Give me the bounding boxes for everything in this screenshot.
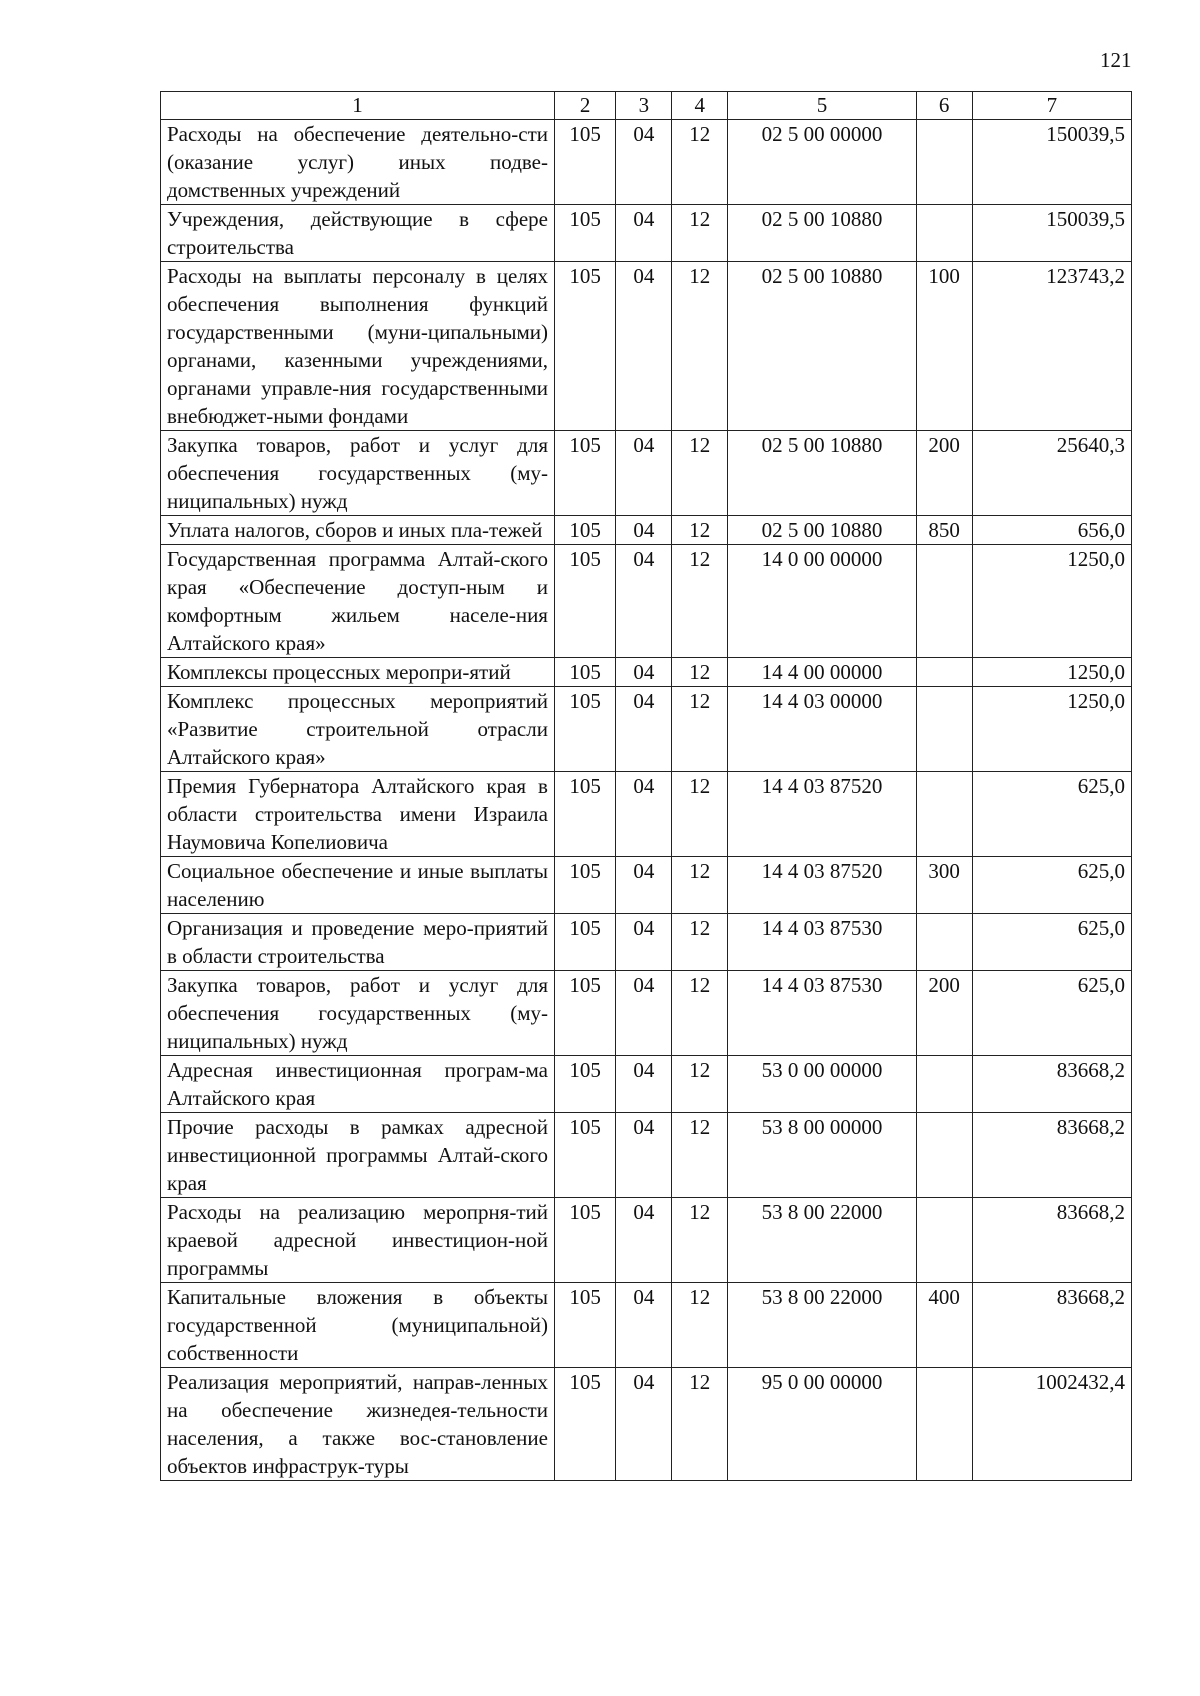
cell-c2: 105	[554, 1368, 615, 1481]
cell-c7: 25640,3	[972, 431, 1131, 516]
column-header: 1	[161, 92, 555, 120]
table-row	[161, 120, 1132, 205]
cell-c4: 12	[672, 658, 728, 687]
cell-c4: 12	[672, 687, 728, 772]
row-name: Уплата налогов, сборов и иных пла-тежей	[161, 516, 555, 545]
cell-c4: 12	[672, 545, 728, 658]
cell-c3: 04	[616, 1368, 672, 1481]
cell-c7: 83668,2	[972, 1283, 1131, 1368]
cell-c5: 53 0 00 00000	[728, 1056, 916, 1113]
cell-c3: 04	[616, 772, 672, 857]
cell-c5: 02 5 00 10880	[728, 431, 916, 516]
column-header: 5	[728, 92, 916, 120]
cell-c7: 123743,2	[972, 262, 1131, 431]
table-row	[161, 687, 1132, 772]
row-name: Адресная инвестиционная програм-ма Алтайского края	[161, 1056, 555, 1113]
table-row	[161, 262, 1132, 431]
cell-c2: 105	[554, 1113, 615, 1198]
cell-c3: 04	[616, 516, 672, 545]
row-name: Учреждения, действующие в сфере строительства	[161, 205, 555, 262]
cell-c3: 04	[616, 262, 672, 431]
cell-c5: 95 0 00 00000	[728, 1368, 916, 1481]
cell-c2: 105	[554, 971, 615, 1056]
table-row	[161, 914, 1132, 971]
cell-c6	[916, 1198, 972, 1283]
row-name: Капитальные вложения в объекты государственной (муниципальной) собственности	[161, 1283, 555, 1368]
cell-c7: 625,0	[972, 971, 1131, 1056]
cell-c5: 53 8 00 00000	[728, 1113, 916, 1198]
page-number: 121	[1100, 48, 1132, 72]
column-header: 6	[916, 92, 972, 120]
cell-c2: 105	[554, 772, 615, 857]
cell-c3: 04	[616, 1283, 672, 1368]
table-row	[161, 545, 1132, 658]
table-row	[161, 971, 1132, 1056]
cell-c2: 105	[554, 516, 615, 545]
cell-c2: 105	[554, 1198, 615, 1283]
cell-c2: 105	[554, 687, 615, 772]
budget-table	[160, 91, 1132, 1481]
cell-c3: 04	[616, 914, 672, 971]
cell-c7: 1250,0	[972, 658, 1131, 687]
cell-c6	[916, 545, 972, 658]
cell-c2: 105	[554, 545, 615, 658]
cell-c3: 04	[616, 205, 672, 262]
cell-c4: 12	[672, 516, 728, 545]
cell-c7: 1002432,4	[972, 1368, 1131, 1481]
cell-c4: 12	[672, 120, 728, 205]
row-name: Реализация мероприятий, направ-ленных на обеспечение жизнедея-тельности населения, а также вос-становление объектов инфраструк-туры	[161, 1368, 555, 1481]
row-name: Расходы на выплаты персоналу в целях обеспечения выполнения функций государственными (муни-ципальными) органами, казенными учреждениями, органами управле-ния государственными внебюджет-ными фондами	[161, 262, 555, 431]
cell-c3: 04	[616, 1198, 672, 1283]
cell-c2: 105	[554, 914, 615, 971]
cell-c6	[916, 1368, 972, 1481]
table-row	[161, 1368, 1132, 1481]
cell-c3: 04	[616, 431, 672, 516]
cell-c7: 150039,5	[972, 120, 1131, 205]
row-name: Расходы на реализацию меропрня-тий краевой адресной инвестицион-ной программы	[161, 1198, 555, 1283]
row-name: Государственная программа Алтай-ского края «Обеспечение доступ-ным и комфортным жильем населе-ния Алтайского края»	[161, 545, 555, 658]
cell-c4: 12	[672, 431, 728, 516]
cell-c6	[916, 658, 972, 687]
cell-c2: 105	[554, 658, 615, 687]
cell-c7: 83668,2	[972, 1198, 1131, 1283]
cell-c2: 105	[554, 205, 615, 262]
cell-c5: 53 8 00 22000	[728, 1198, 916, 1283]
table-row	[161, 205, 1132, 262]
table-row	[161, 1283, 1132, 1368]
cell-c4: 12	[672, 914, 728, 971]
table-header-row	[161, 92, 1132, 120]
cell-c7: 625,0	[972, 857, 1131, 914]
cell-c3: 04	[616, 658, 672, 687]
table-row	[161, 1056, 1132, 1113]
cell-c5: 02 5 00 00000	[728, 120, 916, 205]
cell-c5: 53 8 00 22000	[728, 1283, 916, 1368]
cell-c6	[916, 120, 972, 205]
cell-c4: 12	[672, 1113, 728, 1198]
cell-c5: 02 5 00 10880	[728, 262, 916, 431]
row-name: Социальное обеспечение и иные выплаты населению	[161, 857, 555, 914]
cell-c7: 83668,2	[972, 1056, 1131, 1113]
cell-c7: 83668,2	[972, 1113, 1131, 1198]
cell-c7: 1250,0	[972, 687, 1131, 772]
cell-c6: 200	[916, 971, 972, 1056]
cell-c4: 12	[672, 857, 728, 914]
row-name: Премия Губернатора Алтайского края в области строительства имени Израила Наумовича Копелиовича	[161, 772, 555, 857]
table-row	[161, 1113, 1132, 1198]
cell-c2: 105	[554, 857, 615, 914]
cell-c4: 12	[672, 205, 728, 262]
column-header: 2	[554, 92, 615, 120]
cell-c6	[916, 205, 972, 262]
column-header: 4	[672, 92, 728, 120]
table-row	[161, 658, 1132, 687]
column-header: 3	[616, 92, 672, 120]
cell-c7: 625,0	[972, 914, 1131, 971]
cell-c3: 04	[616, 857, 672, 914]
cell-c5: 14 4 03 00000	[728, 687, 916, 772]
column-header: 7	[972, 92, 1131, 120]
cell-c5: 14 4 03 87530	[728, 914, 916, 971]
cell-c3: 04	[616, 1056, 672, 1113]
cell-c4: 12	[672, 262, 728, 431]
cell-c4: 12	[672, 772, 728, 857]
cell-c4: 12	[672, 1368, 728, 1481]
cell-c6	[916, 687, 972, 772]
cell-c6: 100	[916, 262, 972, 431]
cell-c3: 04	[616, 545, 672, 658]
cell-c3: 04	[616, 687, 672, 772]
row-name: Расходы на обеспечение деятельно-сти (оказание услуг) иных подве-домственных учреждений	[161, 120, 555, 205]
cell-c5: 14 4 03 87520	[728, 857, 916, 914]
cell-c7: 1250,0	[972, 545, 1131, 658]
cell-c6	[916, 914, 972, 971]
cell-c5: 14 0 00 00000	[728, 545, 916, 658]
cell-c7: 625,0	[972, 772, 1131, 857]
cell-c4: 12	[672, 1056, 728, 1113]
row-name: Закупка товаров, работ и услуг для обеспечения государственных (му-ниципальных) нужд	[161, 431, 555, 516]
cell-c4: 12	[672, 1198, 728, 1283]
row-name: Закупка товаров, работ и услуг для обеспечения государственных (му-ниципальных) нужд	[161, 971, 555, 1056]
cell-c7: 656,0	[972, 516, 1131, 545]
cell-c7: 150039,5	[972, 205, 1131, 262]
cell-c3: 04	[616, 971, 672, 1056]
cell-c2: 105	[554, 431, 615, 516]
cell-c5: 14 4 03 87520	[728, 772, 916, 857]
cell-c2: 105	[554, 120, 615, 205]
cell-c3: 04	[616, 120, 672, 205]
cell-c4: 12	[672, 971, 728, 1056]
cell-c3: 04	[616, 1113, 672, 1198]
cell-c4: 12	[672, 1283, 728, 1368]
cell-c2: 105	[554, 1056, 615, 1113]
cell-c6	[916, 1113, 972, 1198]
row-name: Организация и проведение меро-приятий в области строительства	[161, 914, 555, 971]
cell-c6	[916, 772, 972, 857]
row-name: Комплекс процессных мероприятий «Развитие строительной отрасли Алтайского края»	[161, 687, 555, 772]
cell-c6: 300	[916, 857, 972, 914]
row-name: Прочие расходы в рамках адресной инвестиционной программы Алтай-ского края	[161, 1113, 555, 1198]
row-name: Комплексы процессных меропри-ятий	[161, 658, 555, 687]
cell-c6: 850	[916, 516, 972, 545]
cell-c2: 105	[554, 262, 615, 431]
cell-c5: 02 5 00 10880	[728, 205, 916, 262]
table-row	[161, 1198, 1132, 1283]
cell-c5: 14 4 03 87530	[728, 971, 916, 1056]
table-row	[161, 772, 1132, 857]
cell-c5: 02 5 00 10880	[728, 516, 916, 545]
table-row	[161, 516, 1132, 545]
cell-c6	[916, 1056, 972, 1113]
cell-c6: 400	[916, 1283, 972, 1368]
cell-c6: 200	[916, 431, 972, 516]
cell-c2: 105	[554, 1283, 615, 1368]
cell-c5: 14 4 00 00000	[728, 658, 916, 687]
table-row	[161, 857, 1132, 914]
table-row	[161, 431, 1132, 516]
